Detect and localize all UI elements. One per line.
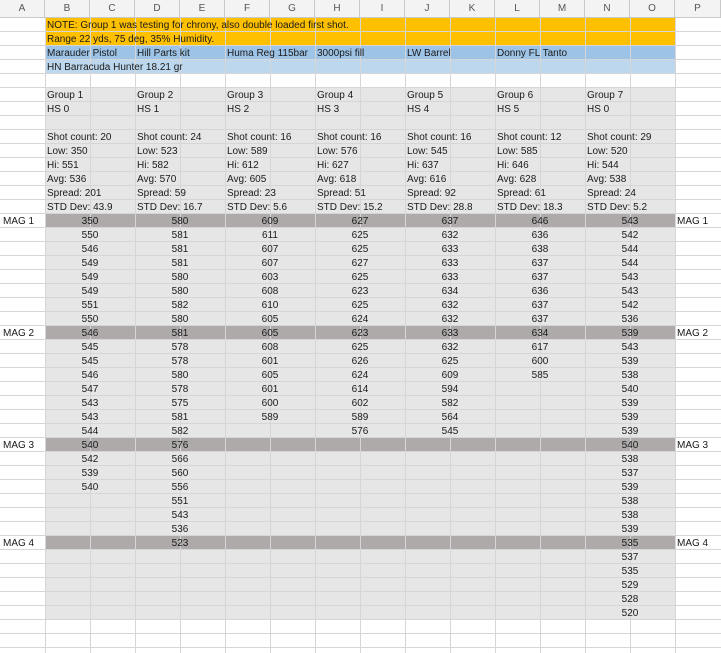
group-2-hi[interactable]: Hi: 582 xyxy=(137,160,169,171)
group-5-avg[interactable]: Avg: 616 xyxy=(407,174,447,185)
group-3-count[interactable]: Shot count: 16 xyxy=(227,132,292,143)
column-header-p[interactable]: P xyxy=(675,0,721,18)
shot-value[interactable]: 625 xyxy=(351,272,369,283)
group-5-low[interactable]: Low: 545 xyxy=(407,146,448,157)
shot-value[interactable]: 634 xyxy=(441,286,459,297)
shot-value[interactable]: 608 xyxy=(261,342,279,353)
note-line-1[interactable]: NOTE: Group 1 was testing for chrony, also double loaded first shot. xyxy=(47,20,349,31)
group-4-count[interactable]: Shot count: 16 xyxy=(317,132,382,143)
shot-value[interactable]: 581 xyxy=(171,328,189,339)
shot-value[interactable]: 547 xyxy=(81,384,99,395)
grid-hline xyxy=(0,633,721,634)
shot-value[interactable]: 605 xyxy=(261,370,279,381)
shot-value[interactable]: 566 xyxy=(171,454,189,465)
setup-pellet[interactable]: HN Barracuda Hunter 18.21 gr xyxy=(47,62,183,73)
group-4-avg[interactable]: Avg: 618 xyxy=(317,174,357,185)
shot-value[interactable]: 638 xyxy=(531,244,549,255)
shot-value[interactable]: 633 xyxy=(441,244,459,255)
shot-value[interactable]: 602 xyxy=(351,398,369,409)
shot-value[interactable]: 537 xyxy=(621,552,639,563)
shot-value[interactable]: 543 xyxy=(621,216,639,227)
shot-value[interactable]: 575 xyxy=(171,398,189,409)
shot-value[interactable]: 582 xyxy=(171,426,189,437)
group-6-low[interactable]: Low: 585 xyxy=(497,146,538,157)
shot-value[interactable]: 543 xyxy=(621,286,639,297)
shot-value[interactable]: 636 xyxy=(531,230,549,241)
group-5-hs[interactable]: HS 4 xyxy=(407,104,430,115)
shot-value[interactable]: 560 xyxy=(171,468,189,479)
shot-value[interactable]: 550 xyxy=(81,230,99,241)
group-2-low[interactable]: Low: 523 xyxy=(137,146,178,157)
grid-hline xyxy=(0,115,721,116)
group-2-count[interactable]: Shot count: 24 xyxy=(137,132,202,143)
setup-regulator[interactable]: Huma Reg 115bar xyxy=(227,48,308,59)
shot-value[interactable]: 617 xyxy=(531,342,549,353)
group-3-hi[interactable]: Hi: 612 xyxy=(227,160,259,171)
shot-value[interactable]: 637 xyxy=(531,300,549,311)
shot-value[interactable]: 582 xyxy=(441,398,459,409)
shot-value[interactable]: 539 xyxy=(621,398,639,409)
shot-value[interactable]: 544 xyxy=(81,426,99,437)
column-header-g[interactable]: G xyxy=(270,0,315,18)
shot-value[interactable]: 625 xyxy=(351,244,369,255)
shot-value[interactable]: 543 xyxy=(81,398,99,409)
group-1-avg[interactable]: Avg: 536 xyxy=(47,174,87,185)
shot-value[interactable]: 581 xyxy=(171,230,189,241)
shot-value[interactable]: 528 xyxy=(621,594,639,605)
shot-value[interactable]: 551 xyxy=(81,300,99,311)
shot-value[interactable]: 625 xyxy=(351,230,369,241)
shot-value[interactable]: 581 xyxy=(171,412,189,423)
shot-value[interactable]: 536 xyxy=(621,314,639,325)
group-7-low[interactable]: Low: 520 xyxy=(587,146,628,157)
setup-kit[interactable]: Hill Parts kit xyxy=(137,48,190,59)
shot-value[interactable]: 627 xyxy=(351,216,369,227)
shot-value[interactable]: 605 xyxy=(261,314,279,325)
shot-value[interactable]: 614 xyxy=(351,384,369,395)
note-line-2[interactable]: Range 22 yds, 75 deg, 35% Humidity. xyxy=(47,34,215,45)
shot-value[interactable]: 540 xyxy=(81,440,99,451)
shot-value[interactable]: 578 xyxy=(171,384,189,395)
group-7-avg[interactable]: Avg: 538 xyxy=(587,174,627,185)
group-7-hs[interactable]: HS 0 xyxy=(587,104,610,115)
group-3-low[interactable]: Low: 589 xyxy=(227,146,268,157)
shot-value[interactable]: 539 xyxy=(621,524,639,535)
shot-value[interactable]: 544 xyxy=(621,244,639,255)
column-header-f[interactable]: F xyxy=(225,0,270,18)
shot-value[interactable]: 580 xyxy=(171,314,189,325)
group-3-avg[interactable]: Avg: 605 xyxy=(227,174,267,185)
group-5-std[interactable]: STD Dev: 28.8 xyxy=(407,202,473,213)
shot-value[interactable]: 550 xyxy=(81,314,99,325)
group-4-hs[interactable]: HS 3 xyxy=(317,104,340,115)
shot-value[interactable]: 632 xyxy=(441,342,459,353)
shot-value[interactable]: 520 xyxy=(621,608,639,619)
grid-hline xyxy=(0,87,721,88)
shot-value[interactable]: 539 xyxy=(621,482,639,493)
group-4-name[interactable]: Group 4 xyxy=(317,90,354,101)
shot-value[interactable]: 623 xyxy=(351,286,369,297)
group-1-name[interactable]: Group 1 xyxy=(47,90,84,101)
shot-value[interactable]: 549 xyxy=(81,272,99,283)
shot-value[interactable]: 637 xyxy=(531,314,549,325)
group-2-avg[interactable]: Avg: 570 xyxy=(137,174,177,185)
group-6-spread[interactable]: Spread: 61 xyxy=(497,188,546,199)
mag-label-left-2[interactable]: MAG 2 xyxy=(3,328,35,339)
column-header-k[interactable]: K xyxy=(450,0,495,18)
shot-value[interactable]: 580 xyxy=(171,286,189,297)
shot-value[interactable]: 350 xyxy=(81,216,99,227)
shot-value[interactable]: 564 xyxy=(441,412,459,423)
group-1-std[interactable]: STD Dev: 43.9 xyxy=(47,202,113,213)
shot-value[interactable]: 576 xyxy=(171,440,189,451)
shot-value[interactable]: 539 xyxy=(621,356,639,367)
shot-value[interactable]: 539 xyxy=(81,468,99,479)
shot-value[interactable]: 634 xyxy=(531,328,549,339)
shot-value[interactable]: 637 xyxy=(441,216,459,227)
shot-value[interactable]: 581 xyxy=(171,258,189,269)
mag-label-right-3[interactable]: MAG 3 xyxy=(677,440,709,451)
group-4-low[interactable]: Low: 576 xyxy=(317,146,358,157)
shot-value[interactable]: 624 xyxy=(351,370,369,381)
shot-value[interactable]: 578 xyxy=(171,342,189,353)
column-header-a[interactable]: A xyxy=(0,0,45,18)
shot-value[interactable]: 603 xyxy=(261,272,279,283)
shot-value[interactable]: 610 xyxy=(261,300,279,311)
group-3-spread[interactable]: Spread: 23 xyxy=(227,188,276,199)
shot-value[interactable]: 605 xyxy=(261,328,279,339)
column-header-b[interactable]: B xyxy=(45,0,90,18)
mag-label-right-2[interactable]: MAG 2 xyxy=(677,328,709,339)
shot-value[interactable]: 632 xyxy=(441,230,459,241)
group-7-name[interactable]: Group 7 xyxy=(587,90,624,101)
shot-value[interactable]: 626 xyxy=(351,356,369,367)
shot-value[interactable]: 637 xyxy=(531,258,549,269)
column-header-l[interactable]: L xyxy=(495,0,540,18)
group-3-hs[interactable]: HS 2 xyxy=(227,104,250,115)
setup-shroud[interactable]: Donny FL Tanto xyxy=(497,48,568,59)
shot-value[interactable]: 549 xyxy=(81,286,99,297)
shot-value[interactable]: 549 xyxy=(81,258,99,269)
shot-value[interactable]: 580 xyxy=(171,370,189,381)
shot-value[interactable]: 633 xyxy=(441,272,459,283)
column-header-c[interactable]: C xyxy=(90,0,135,18)
group-2-name[interactable]: Group 2 xyxy=(137,90,174,101)
shot-value[interactable]: 601 xyxy=(261,384,279,395)
group-3-std[interactable]: STD Dev: 5.6 xyxy=(227,202,288,213)
mag-label-left-4[interactable]: MAG 4 xyxy=(3,538,35,549)
shot-value[interactable]: 582 xyxy=(171,300,189,311)
shot-value[interactable]: 632 xyxy=(441,300,459,311)
shot-value[interactable]: 543 xyxy=(621,272,639,283)
mag-label-left-1[interactable]: MAG 1 xyxy=(3,216,35,227)
shot-value[interactable]: 600 xyxy=(531,356,549,367)
shot-value[interactable]: 544 xyxy=(621,258,639,269)
group-2-std[interactable]: STD Dev: 16.7 xyxy=(137,202,203,213)
shot-value[interactable]: 578 xyxy=(171,356,189,367)
shot-value[interactable]: 540 xyxy=(81,482,99,493)
shot-value[interactable]: 537 xyxy=(621,468,639,479)
shot-value[interactable]: 540 xyxy=(621,440,639,451)
shot-value[interactable]: 538 xyxy=(621,370,639,381)
group-6-count[interactable]: Shot count: 12 xyxy=(497,132,562,143)
column-header-j[interactable]: J xyxy=(405,0,450,18)
grid-vline xyxy=(675,18,676,653)
shot-value[interactable]: 580 xyxy=(171,272,189,283)
column-header-e[interactable]: E xyxy=(180,0,225,18)
group-5-count[interactable]: Shot count: 16 xyxy=(407,132,472,143)
group-2-spread[interactable]: Spread: 59 xyxy=(137,188,186,199)
mag-label-right-4[interactable]: MAG 4 xyxy=(677,538,709,549)
shot-value[interactable]: 646 xyxy=(531,216,549,227)
shot-value[interactable]: 546 xyxy=(81,370,99,381)
shot-value[interactable]: 625 xyxy=(351,342,369,353)
column-header-i[interactable]: I xyxy=(360,0,405,18)
mag-label-right-1[interactable]: MAG 1 xyxy=(677,216,709,227)
column-header-h[interactable]: H xyxy=(315,0,360,18)
shot-value[interactable]: 633 xyxy=(441,258,459,269)
shot-value[interactable]: 545 xyxy=(81,342,99,353)
shot-value[interactable]: 585 xyxy=(531,370,549,381)
group-7-hi[interactable]: Hi: 544 xyxy=(587,160,619,171)
shot-value[interactable]: 545 xyxy=(81,356,99,367)
group-6-avg[interactable]: Avg: 628 xyxy=(497,174,537,185)
group-6-name[interactable]: Group 6 xyxy=(497,90,534,101)
group-6-std[interactable]: STD Dev: 18.3 xyxy=(497,202,563,213)
shot-value[interactable]: 542 xyxy=(621,230,639,241)
group-5-name[interactable]: Group 5 xyxy=(407,90,444,101)
setup-pistol[interactable]: Marauder Pistol xyxy=(47,48,118,59)
group-1-hi[interactable]: Hi: 551 xyxy=(47,160,79,171)
group-5-hi[interactable]: Hi: 637 xyxy=(407,160,439,171)
shot-value[interactable]: 542 xyxy=(621,300,639,311)
shot-value[interactable]: 535 xyxy=(621,566,639,577)
shot-value[interactable]: 540 xyxy=(621,384,639,395)
shot-value[interactable]: 607 xyxy=(261,258,279,269)
shot-value[interactable]: 538 xyxy=(621,510,639,521)
shot-value[interactable]: 611 xyxy=(262,230,278,241)
setup-barrel[interactable]: LW Barrel xyxy=(407,48,451,59)
shot-value[interactable]: 633 xyxy=(441,328,459,339)
group-2-hs[interactable]: HS 1 xyxy=(137,104,160,115)
shot-value[interactable]: 601 xyxy=(261,356,279,367)
shot-value[interactable]: 543 xyxy=(81,412,99,423)
shot-value[interactable]: 627 xyxy=(351,258,369,269)
group-5-spread[interactable]: Spread: 92 xyxy=(407,188,456,199)
column-header-o[interactable]: O xyxy=(630,0,675,18)
mag-label-left-3[interactable]: MAG 3 xyxy=(3,440,35,451)
shot-value[interactable]: 637 xyxy=(531,272,549,283)
group-1-spread[interactable]: Spread: 201 xyxy=(47,188,102,199)
group-1-low[interactable]: Low: 350 xyxy=(47,146,88,157)
shot-value[interactable]: 546 xyxy=(81,328,99,339)
shot-value[interactable]: 609 xyxy=(441,370,459,381)
shot-value[interactable]: 632 xyxy=(441,314,459,325)
shot-value[interactable]: 546 xyxy=(81,244,99,255)
shot-value[interactable]: 539 xyxy=(621,426,639,437)
shot-value[interactable]: 556 xyxy=(171,482,189,493)
shot-value[interactable]: 535 xyxy=(621,538,639,549)
column-header-d[interactable]: D xyxy=(135,0,180,18)
shot-value[interactable]: 594 xyxy=(441,384,459,395)
shot-value[interactable]: 538 xyxy=(621,496,639,507)
shot-value[interactable]: 543 xyxy=(621,342,639,353)
column-header-n[interactable]: N xyxy=(585,0,630,18)
group-4-spread[interactable]: Spread: 51 xyxy=(317,188,366,199)
shot-value[interactable]: 625 xyxy=(351,300,369,311)
shot-value[interactable]: 542 xyxy=(81,454,99,465)
shot-value[interactable]: 545 xyxy=(441,426,459,437)
shot-value[interactable]: 589 xyxy=(261,412,279,423)
shot-value[interactable]: 624 xyxy=(351,314,369,325)
shot-value[interactable]: 523 xyxy=(171,538,189,549)
group-6-hs[interactable]: HS 5 xyxy=(497,104,520,115)
shot-value[interactable]: 609 xyxy=(261,216,279,227)
shot-value[interactable]: 608 xyxy=(261,286,279,297)
group-4-std[interactable]: STD Dev: 15.2 xyxy=(317,202,383,213)
group-7-count[interactable]: Shot count: 29 xyxy=(587,132,652,143)
column-header-m[interactable]: M xyxy=(540,0,585,18)
group-7-spread[interactable]: Spread: 24 xyxy=(587,188,636,199)
setup-fill[interactable]: 3000psi fill xyxy=(317,48,365,59)
shot-value[interactable]: 543 xyxy=(171,510,189,521)
shot-value[interactable]: 580 xyxy=(171,216,189,227)
shot-value[interactable]: 623 xyxy=(351,328,369,339)
group-3-name[interactable]: Group 3 xyxy=(227,90,264,101)
shot-value[interactable]: 536 xyxy=(171,524,189,535)
grid-hline xyxy=(0,129,721,130)
group-1-count[interactable]: Shot count: 20 xyxy=(47,132,112,143)
shot-value[interactable]: 539 xyxy=(621,328,639,339)
shot-value[interactable]: 589 xyxy=(351,412,369,423)
shot-value[interactable]: 607 xyxy=(261,244,279,255)
shot-value[interactable]: 636 xyxy=(531,286,549,297)
shot-value[interactable]: 551 xyxy=(171,496,189,507)
shot-value[interactable]: 539 xyxy=(621,412,639,423)
shot-value[interactable]: 576 xyxy=(351,426,369,437)
group-7-std[interactable]: STD Dev: 5.2 xyxy=(587,202,648,213)
shot-value[interactable]: 600 xyxy=(261,398,279,409)
shot-value[interactable]: 581 xyxy=(171,244,189,255)
group-6-hi[interactable]: Hi: 646 xyxy=(497,160,529,171)
group-4-hi[interactable]: Hi: 627 xyxy=(317,160,349,171)
shot-value[interactable]: 538 xyxy=(621,454,639,465)
shot-value[interactable]: 529 xyxy=(621,580,639,591)
group-1-hs[interactable]: HS 0 xyxy=(47,104,70,115)
grid-hline xyxy=(0,647,721,648)
shot-value[interactable]: 625 xyxy=(441,356,459,367)
